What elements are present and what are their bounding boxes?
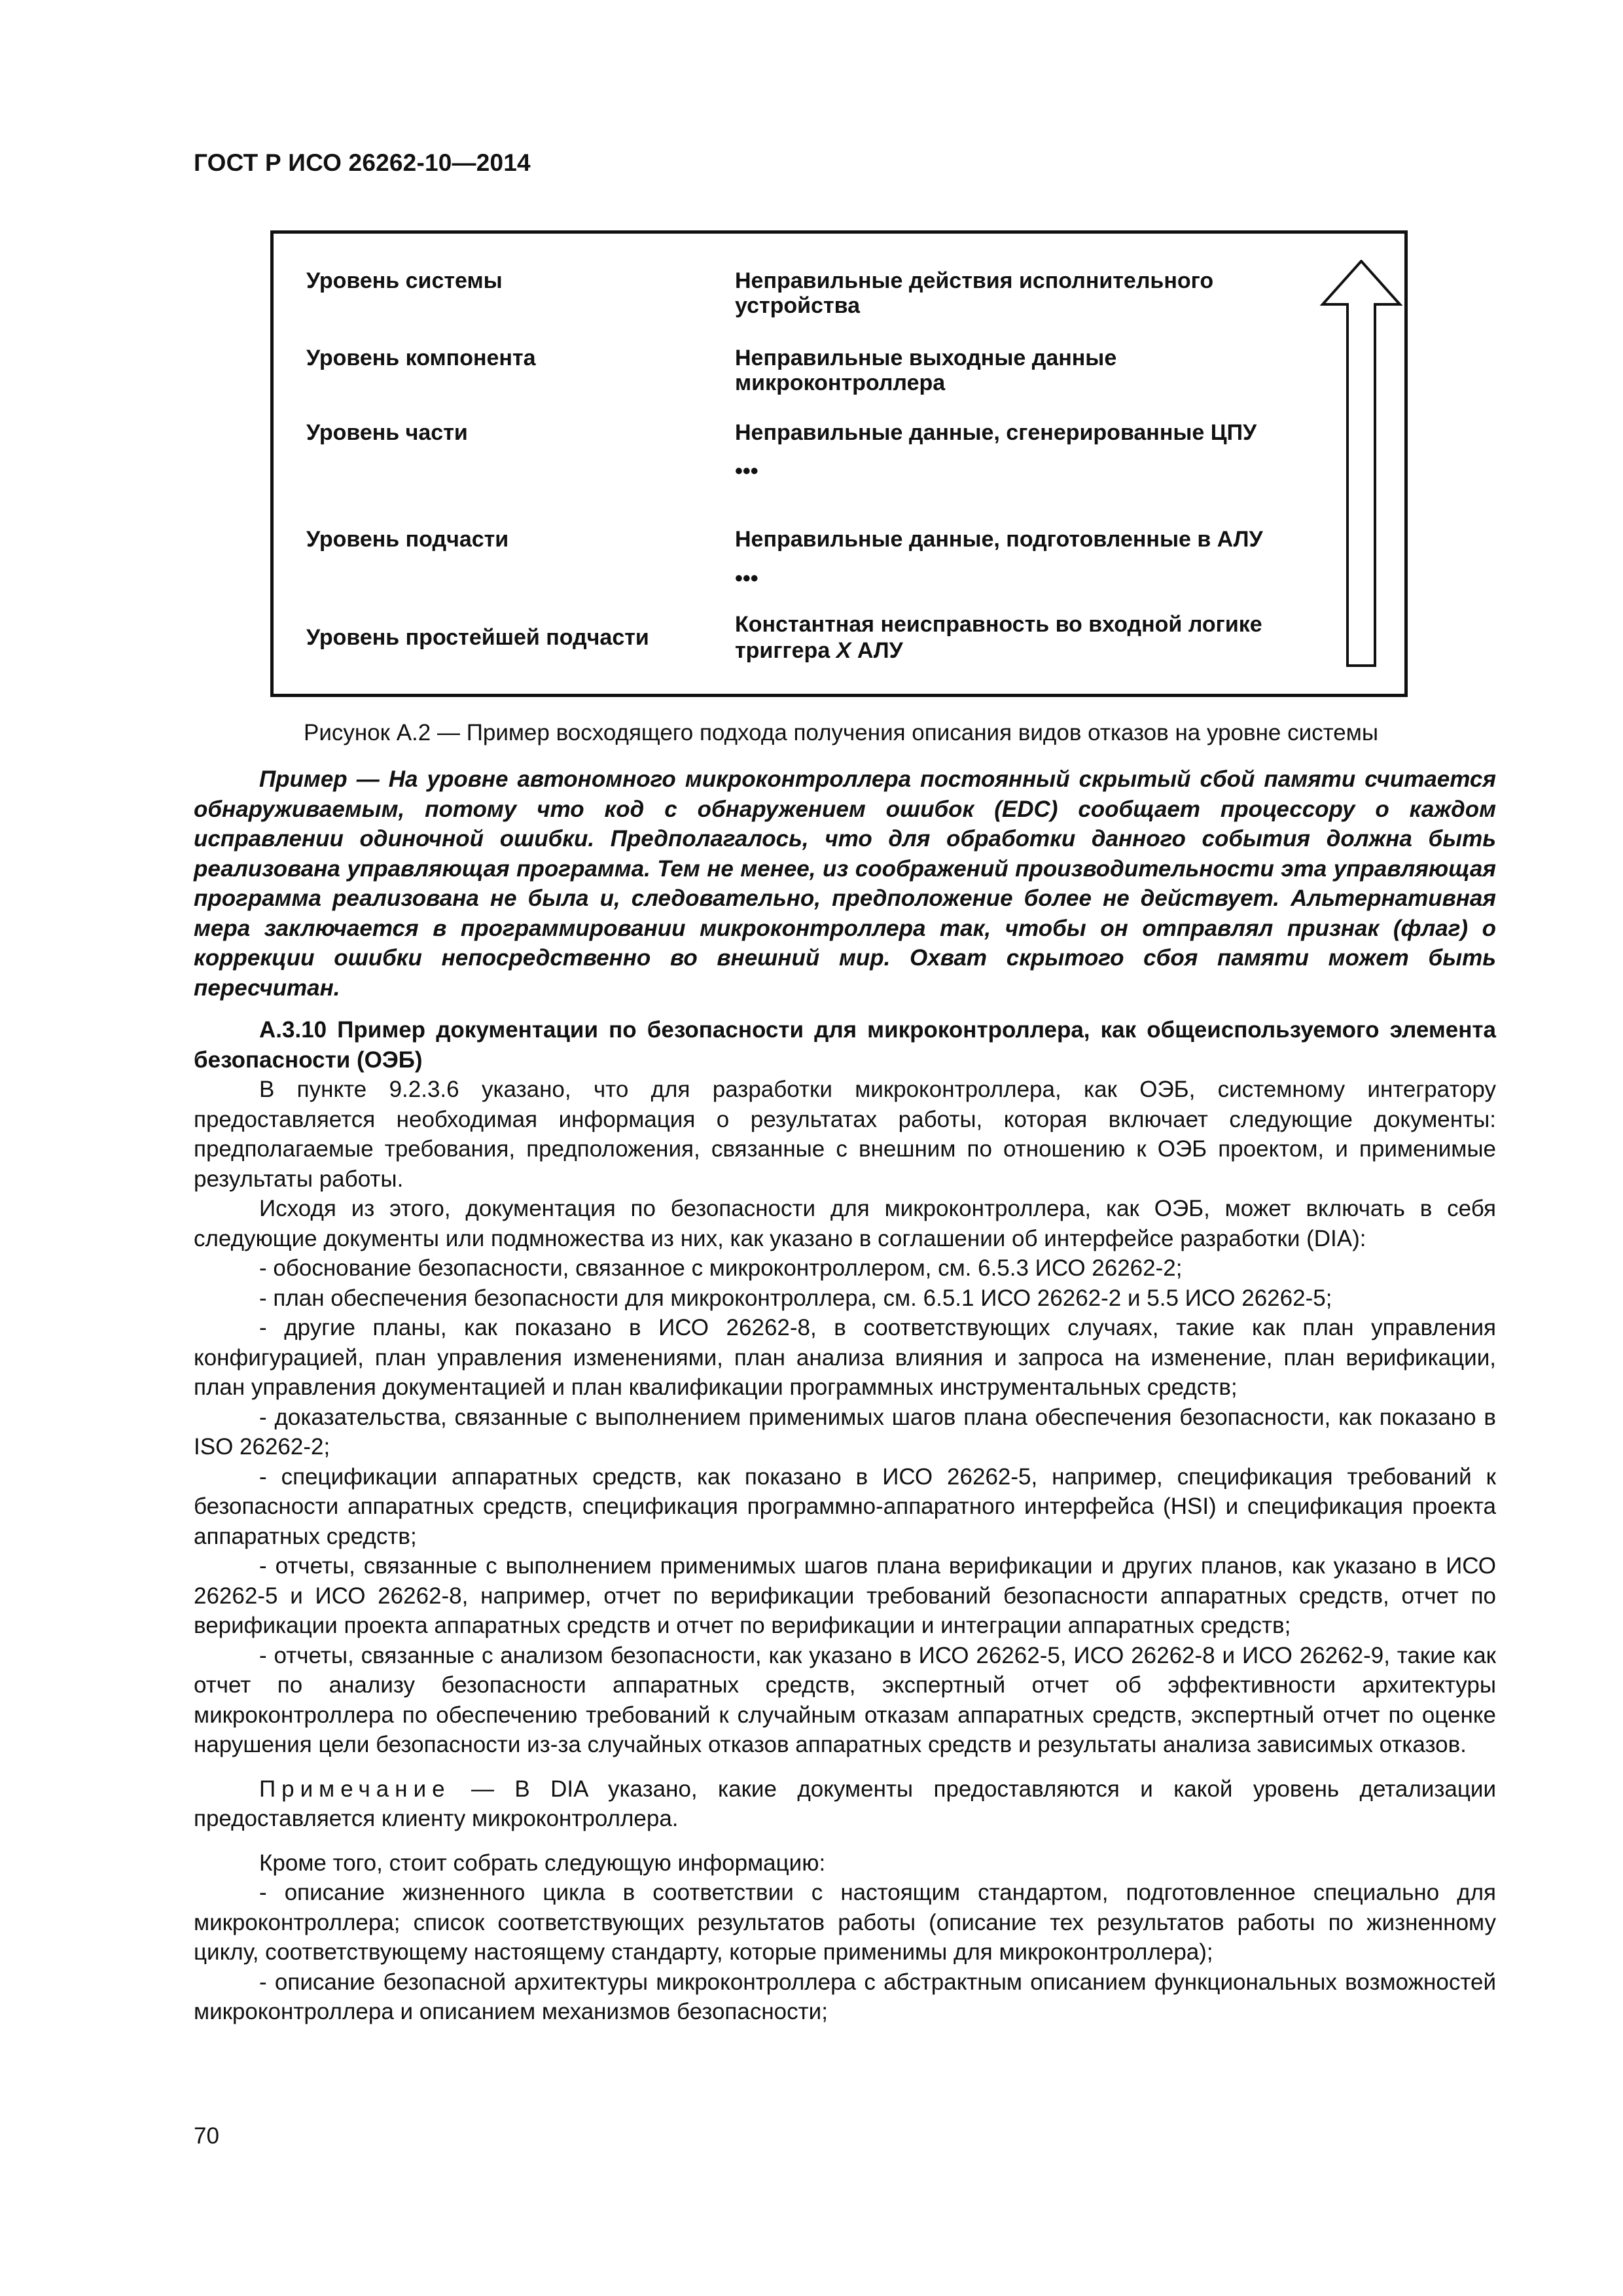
text-italic: X — [836, 638, 851, 663]
text-post: АЛУ — [851, 638, 903, 663]
example-paragraph: Пример — На уровне автономного микроконтроллера постоянный скрытый сбой памяти считается обнаруживаемым, потому что код с обнаружением ошибок (EDC) сообщает процессору о каждом исправлении одиночной ошибки. Предполагалось, что для обработки данного события должна быть реализована управляющая программа. Тем не менее, из соображений производительности эта управляющая программа реализована не была и, следовательно, предположение более не действует. Альтернативная мера заключается в программировании микроконтроллера так, чтобы он отправлял признак (флаг) о коррекции ошибки непосредственно во внешний мир. Охват скрытого сбоя памяти может быть пересчитан. — [194, 766, 1496, 1001]
level-description: Неправильные данные, подготовленные в АЛУ — [735, 527, 1263, 552]
list-item: - отчеты, связанные с анализом безопасности, как указано в ИСО 26262-5, ИСО 26262-8 и ИСО 26262-9, такие как отчет по анализу безопасности аппаратных средств, экспертный отчет об эффективности архитектуры микроконтроллера по обеспечению требований к случайным отказам аппаратных средств, экспертный отчет по оценке нарушения цели безопасности из-за случайных отказов аппаратных средств и результаты анализа зависимых отказов. — [194, 1642, 1496, 1757]
text-pre: триггера — [735, 638, 836, 663]
note-text: — В DIA указано, какие документы предоставляются и какой уровень детализации предоставляется клиенту микроконтроллера. — [194, 1776, 1496, 1831]
ellipsis: ••• — [735, 459, 758, 484]
figure-caption: Рисунок А.2 — Пример восходящего подхода получения описания видов отказов на уровне системы — [303, 720, 1378, 745]
level-name: Уровень части — [306, 420, 468, 445]
document-header: ГОСТ Р ИСО 26262-10—2014 — [194, 149, 531, 176]
ellipsis: ••• — [735, 566, 758, 591]
level-name: Уровень простейшей подчасти — [306, 625, 649, 650]
figure-levels-diagram — [270, 230, 1408, 697]
example-block — [194, 764, 1496, 1003]
list-item: - доказательства, связанные с выполнением применимых шагов плана обеспечения безопасности, как показано в ISO 26262-2; — [194, 1404, 1496, 1460]
list-item: - отчеты, связанные с выполнением применимых шагов плана верификации и других планов, как указано в ИСО 26262-5 и ИСО 26262-8, например, отчет по верификации требований безопасности аппаратных средств, отчет по верификации проекта аппаратных средств и отчет по верификации и интеграции аппаратных средств; — [194, 1553, 1496, 1638]
level-description: Неправильные действия исполнительного устройства — [735, 268, 1214, 318]
note-label: Примечание — [259, 1776, 451, 1802]
list-item: - план обеспечения безопасности для микроконтроллера, см. 6.5.1 ИСО 26262-2 и 5.5 ИСО 26262-5; — [259, 1285, 1332, 1311]
note-paragraph — [194, 1774, 1496, 1834]
section-paragraph: В пункте 9.2.3.6 указано, что для разработки микроконтроллера, как ОЭБ, системному интегратору предоставляется необходимая информация о результатах работы, которая включает следующие документы: предполагаемые требования, предположения, связанные с внешним по отношению к ОЭБ проектом, и применимые результаты работы. — [194, 1077, 1496, 1192]
level-name: Уровень подчасти — [306, 527, 509, 552]
level-name: Уровень системы — [306, 268, 503, 293]
section-paragraph: Исходя из этого, документация по безопасности для микроконтроллера, как ОЭБ, может включать в себя следующие документы или подмножества из них, как указано в соглашении об интерфейсе разработки (DIA): — [194, 1196, 1496, 1251]
upward-arrow-icon — [1319, 260, 1404, 672]
level-description: Неправильные данные, сгенерированные ЦПУ — [735, 420, 1257, 445]
list-item: - обоснование безопасности, связанное с микроконтроллером, см. 6.5.3 ИСО 26262-2; — [259, 1255, 1183, 1281]
list-item: - спецификации аппаратных средств, как показано в ИСО 26262-5, например, спецификация требований к безопасности аппаратных средств, спецификация программно-аппаратного интерфейса (HSI) и спецификация проекта аппаратных средств; — [194, 1463, 1496, 1549]
list-item: - другие планы, как показано в ИСО 26262-8, в соответствующих случаях, такие как план управления конфигурацией, план управления изменениями, план анализа влияния и запроса на изменение, план верификации, план управления документацией и план квалификации программных инструментальных средств; — [194, 1315, 1496, 1400]
level-description-line1: Константная неисправность во входной логике — [735, 612, 1262, 637]
level-description: Неправильные выходные данные микроконтроллера — [735, 346, 1117, 395]
section-title: А.3.10 Пример документации по безопасности для микроконтроллера, как общеиспользуемого элемента безопасности (ОЭБ) — [194, 1017, 1496, 1073]
list-item: - описание безопасной архитектуры микроконтроллера с абстрактным описанием функциональных возможностей микроконтроллера и описанием механизмов безопасности; — [194, 1969, 1496, 2024]
section-paragraph: Кроме того, стоит собрать следующую информацию: — [259, 1850, 826, 1876]
section-body — [194, 1015, 1496, 2027]
level-name: Уровень компонента — [306, 346, 536, 370]
page-number: 70 — [194, 2123, 219, 2149]
list-item: - описание жизненного цикла в соответствии с настоящим стандартом, подготовленное специально для микроконтроллера; список соответствующих результатов работы (описание тех результатов работы по жизненному циклу, соответствующему настоящему стандарту, которые применимы для микроконтроллера); — [194, 1880, 1496, 1965]
level-description-line2 — [735, 638, 1324, 663]
